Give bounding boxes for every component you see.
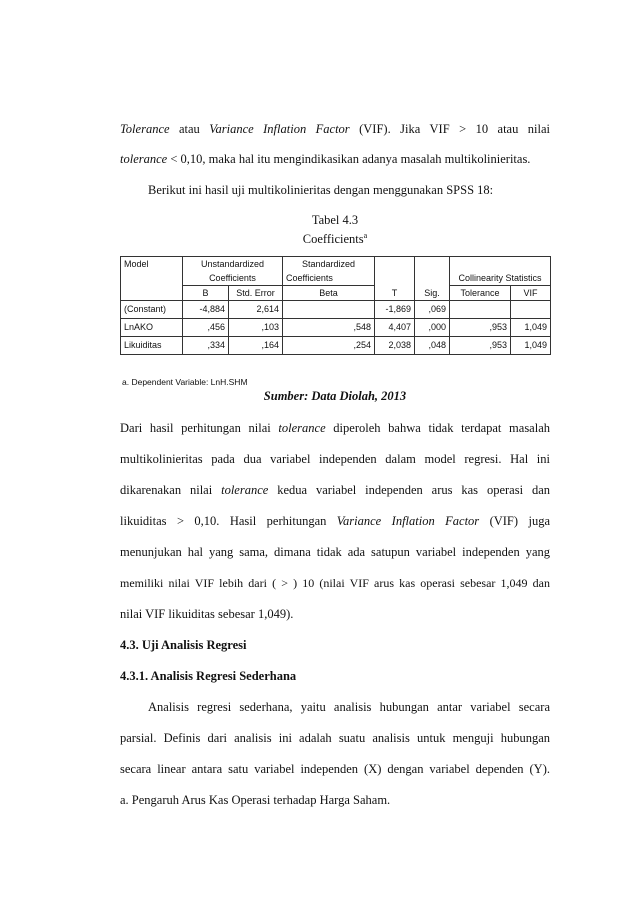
header-standardized: Standardized xyxy=(283,257,375,272)
para2-line-6: memiliki nilai VIF lebih dari ( > ) 10 (nilai VIF arus kas operasi sebesar 1,049 dan xyxy=(120,576,550,590)
header-unstandardized-sub: Coefficients xyxy=(183,271,283,286)
para2-line-3: dikarenakan nilai tolerance kedua variabel independen arus kas operasi dan xyxy=(120,483,550,497)
header-b: B xyxy=(183,286,229,301)
intro-line-1: Tolerance atau Variance Inflation Factor (VIF). Jika VIF > 10 atau nilai xyxy=(120,122,551,136)
header-t: T xyxy=(375,286,415,301)
header-tolerance: Tolerance xyxy=(450,286,511,301)
header-row-1 xyxy=(121,257,551,272)
para3-line-1: Analisis regresi sederhana, yaitu analisis hubungan antar variabel secara xyxy=(148,700,550,714)
intro-line-3: Berikut ini hasil uji multikolinieritas dengan menggunakan SPSS 18: xyxy=(148,183,494,197)
header-collinearity: Collinearity Statistics xyxy=(450,271,551,286)
intro-line-2: tolerance < 0,10, maka hal itu mengindikasikan adanya masalah multikolinieritas. xyxy=(120,152,531,166)
header-standardized-sub: Coefficients xyxy=(283,271,375,286)
table-row: LnAKO ,456 ,103 ,548 4,407 ,000 ,953 1,049 xyxy=(121,319,551,337)
table-subtitle: Coefficients$^a$ xyxy=(302,231,368,247)
header-vif: VIF xyxy=(511,286,551,301)
para2-line-7: nilai VIF likuiditas sebesar 1,049). xyxy=(120,607,294,621)
table-row: (Constant) -4,884 2,614 -1,869 ,069 xyxy=(121,301,551,319)
section-heading-4-3: 4.3. Uji Analisis Regresi xyxy=(120,638,247,652)
table-row: Likuiditas ,334 ,164 ,254 2,038 ,048 ,953 1,049 xyxy=(121,337,551,355)
header-std-error: Std. Error xyxy=(229,286,283,301)
table-source: Sumber: Data Diolah, 2013 xyxy=(263,389,407,403)
header-beta: Beta xyxy=(283,286,375,301)
para3-line-4: a. Pengaruh Arus Kas Operasi terhadap Harga Saham. xyxy=(120,793,391,807)
header-unstandardized: Unstandardized xyxy=(183,257,283,272)
header-row-3 xyxy=(121,286,551,301)
para2-line-2: multikolinieritas pada dua variabel independen dalam model regresi. Hal ini xyxy=(120,452,550,466)
para2-line-4: likuiditas > 0,10. Hasil perhitungan Variance Inflation Factor (VIF) juga xyxy=(120,514,550,528)
header-model: Model xyxy=(121,257,183,272)
header-row-2 xyxy=(121,271,551,286)
para2-line-1: Dari hasil perhitungan nilai tolerance diperoleh bahwa tidak terdapat masalah xyxy=(120,421,551,435)
section-heading-4-3-1: 4.3.1. Analisis Regresi Sederhana xyxy=(120,669,297,683)
coefficients-table xyxy=(120,256,551,355)
header-sig: Sig. xyxy=(415,286,450,301)
para3-line-2: parsial. Definis dari analisis ini adalah suatu analisis untuk menguji hubungan xyxy=(120,731,550,745)
para2-line-5: menunjukan hal yang sama, dimana tidak ada satupun variabel independen yang xyxy=(120,545,550,559)
para3-line-3: secara linear antara satu variabel independen (X) dengan variabel dependen (Y). xyxy=(120,762,550,776)
table-title: Tabel 4.3 xyxy=(311,213,359,227)
table-footnote: a. Dependent Variable: LnH.SHM xyxy=(122,377,248,387)
